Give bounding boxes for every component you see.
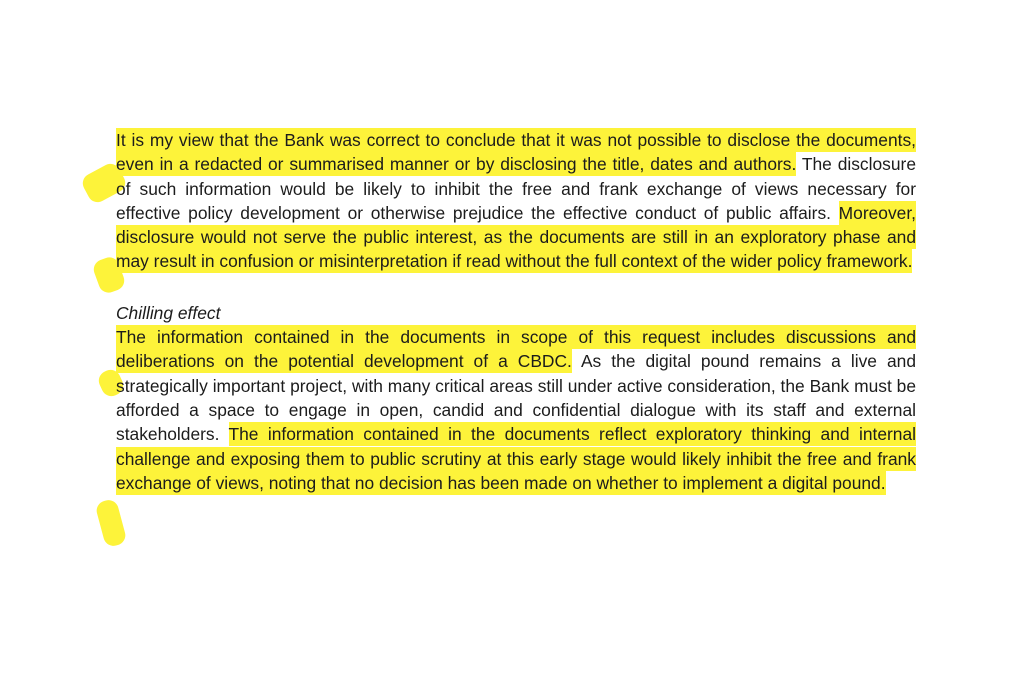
- highlighted-text: Moreover, disclosure would not serve the public interest, as the documents are still in an exploratory phase and may result in confusion or misinterpretation if read without the full context of the wider policy framework.: [116, 202, 916, 272]
- document-page: [116, 128, 916, 495]
- body-text: As the digital pound remains a live and strategically important project, with many critical areas still under active consideration, the Bank must be afforded a space to engage in open, candid and confidential dialogue with its staff and external stakeholders.: [116, 351, 916, 445]
- paragraph-spacer: [116, 274, 916, 301]
- paragraph-disclosure: [116, 128, 916, 274]
- highlighted-text: The information contained in the documents in scope of this request includes discussions and deliberations on the potential development of a CBDC.: [116, 327, 916, 372]
- highlight-mark: [94, 498, 127, 548]
- paragraph-chilling-effect: [116, 325, 916, 495]
- highlighted-text: It is my view that the Bank was correct to conclude that it was not possible to disclose the documents, even in a redacted or summarised manner or by disclosing the title, dates and authors.: [116, 130, 916, 175]
- highlighted-text: The information contained in the documents reflect exploratory thinking and internal challenge and exposing them to public scrutiny at this early stage would likely inhibit the free and frank exchange of views, noting that no decision has been made on whether to implement a digital pound.: [116, 424, 916, 493]
- section-heading: Chilling effect: [116, 302, 221, 323]
- body-text: The disclosure of such information would be likely to inhibit the free and frank exchange of views necessary for effective policy development or otherwise prejudice the effective conduct of public affairs.: [116, 154, 916, 223]
